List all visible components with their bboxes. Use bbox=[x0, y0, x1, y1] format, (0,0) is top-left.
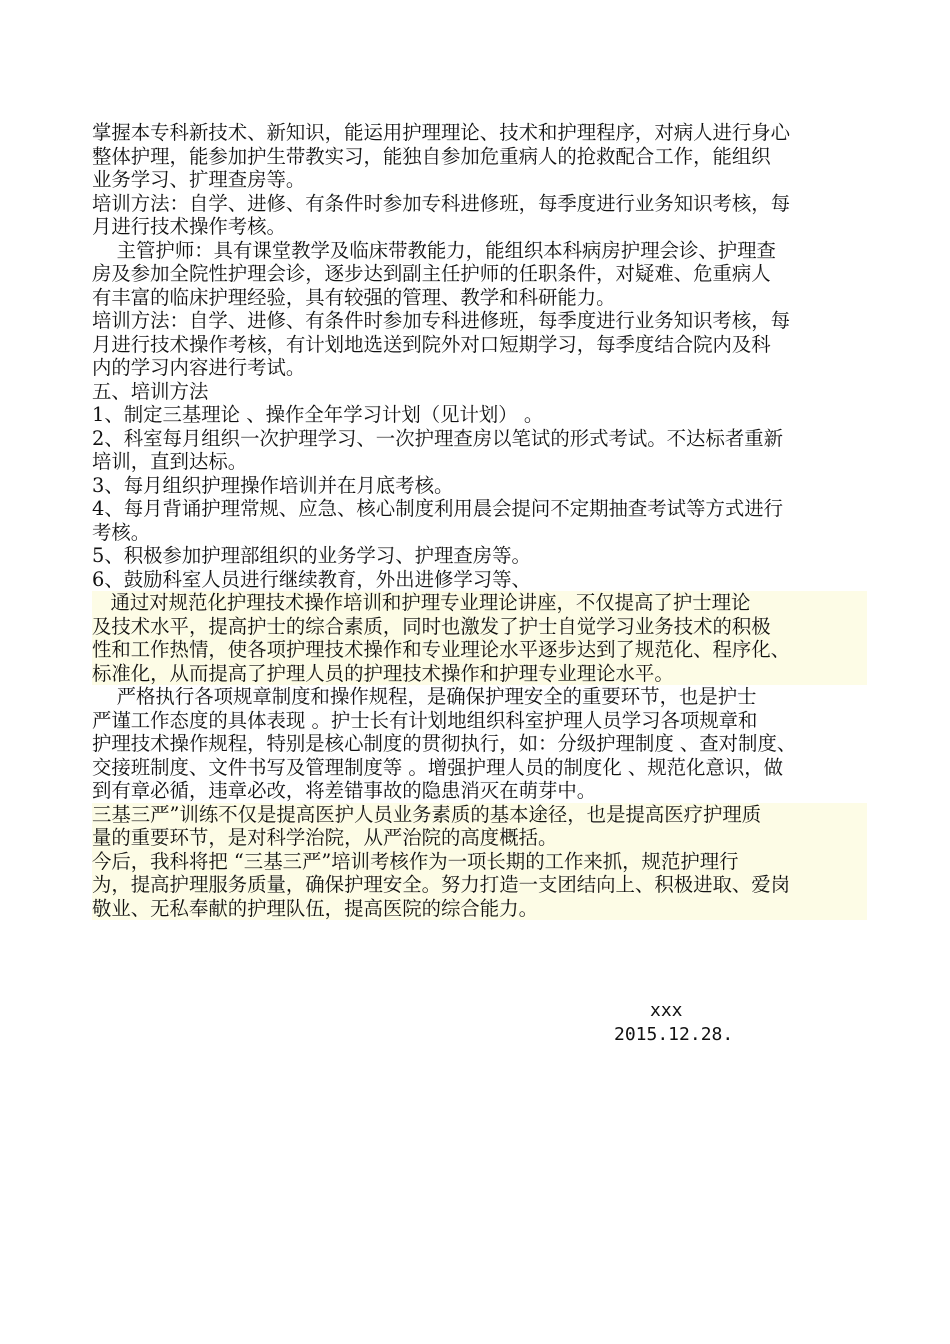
text-line: 敬业、无私奉献的护理队伍，提高医院的综合能力。 bbox=[92, 897, 867, 921]
text-line: 月进行技术操作考核。 bbox=[92, 215, 286, 238]
document-body bbox=[92, 121, 867, 920]
signature-date: 2015.12.28. bbox=[614, 1024, 734, 1045]
signature-name: xxx bbox=[650, 1000, 683, 1021]
text-line: 有丰富的临床护理经验，具有较强的管理、教学和科研能力。 bbox=[92, 285, 616, 309]
text-line: 2、科室每月组织一次护理学习、一次护理查房以笔试的形式考试。不达标者重新 bbox=[92, 426, 784, 450]
text-line: 掌握本专科新技术、新知识，能运用护理理论、技术和护理程序，对病人进行身心 bbox=[92, 121, 791, 144]
text-line: 月进行技术操作考核，有计划地选送到院外对口短期学习，每季度结合院内及科 bbox=[92, 332, 771, 356]
text-line: 严格执行各项规章制度和操作规程，是确保护理安全的重要环节，也是护士 bbox=[92, 685, 757, 708]
text-line: 6、鼓励科室人员进行继续教育，外出进修学习等、 bbox=[92, 567, 531, 591]
text-line: 三基三严”训练不仅是提高医护人员业务素质的基本途径，也是提高医疗护理质 bbox=[92, 803, 867, 827]
text-line: 今后，我科将把 “三基三严”培训考核作为一项长期的工作来抓，规范护理行 bbox=[92, 850, 867, 874]
text-line: 护理技术操作规程，特别是核心制度的贯彻执行，如：分级护理制度 、查对制度、 bbox=[92, 732, 797, 755]
text-line: 量的重要环节，是对科学治院，从严治院的高度概括。 bbox=[92, 826, 867, 850]
text-line: 房及参加全院性护理会诊，逐步达到副主任护师的任职条件，对疑难、危重病人 bbox=[92, 262, 771, 285]
text-line: 为，提高护理服务质量，确保护理安全。努力打造一支团结向上、积极进取、爱岗 bbox=[92, 873, 867, 897]
text-line: 严谨工作态度的具体表现 。护士长有计划地组织科室护理人员学习各项规章和 bbox=[92, 708, 758, 732]
text-line: 培训方法：自学、进修、有条件时参加专科进修班，每季度进行业务知识考核，每 bbox=[92, 309, 791, 332]
text-line: 5、积极参加护理部组织的业务学习、护理查房等。 bbox=[92, 544, 531, 567]
text-line: 及技术水平，提高护士的综合素质，同时也激发了护士自觉学习业务技术的积极 bbox=[92, 615, 867, 639]
text-line: 内的学习内容进行考试。 bbox=[92, 356, 306, 379]
text-line: 性和工作热情，使各项护理技术操作和专业理论水平逐步达到了规范化、程序化、 bbox=[92, 638, 867, 662]
text-line: 到有章必循，违章必改，将差错事故的隐患消灭在萌芽中。 bbox=[92, 779, 597, 802]
text-line: 4、每月背诵护理常规、应急、核心制度利用晨会提问不定期抽查考试等方式进行 bbox=[92, 497, 784, 520]
text-line: 1、制定三基理论 、操作全年学习计划（见计划） 。 bbox=[92, 403, 544, 426]
text-line: 培训方法：自学、进修、有条件时参加专科进修班，每季度进行业务知识考核，每 bbox=[92, 191, 791, 215]
text-line: 业务学习、扩理查房等。 bbox=[92, 168, 306, 191]
text-line: 3、每月组织护理操作培训并在月底考核。 bbox=[92, 473, 454, 497]
text-line: 培训，直到达标。 bbox=[92, 450, 248, 473]
text-line: 交接班制度、文件书写及管理制度等 。增强护理人员的制度化 、规范化意识，做 bbox=[92, 755, 783, 779]
text-line: 考核。 bbox=[92, 520, 151, 544]
text-line: 主管护师：具有课堂教学及临床带教能力，能组织本科病房护理会诊、护理查 bbox=[92, 238, 776, 262]
text-line: 整体护理，能参加护生带教实习，能独自参加危重病人的抢救配合工作，能组织 bbox=[92, 144, 771, 168]
text-line: 通过对规范化护理技术操作培训和护理专业理论讲座，不仅提高了护士理论 bbox=[92, 591, 867, 615]
text-line: 五、培训方法 bbox=[92, 379, 209, 403]
text-line: 标准化，从而提高了护理人员的护理技术操作和护理专业理论水平。 bbox=[92, 662, 867, 686]
